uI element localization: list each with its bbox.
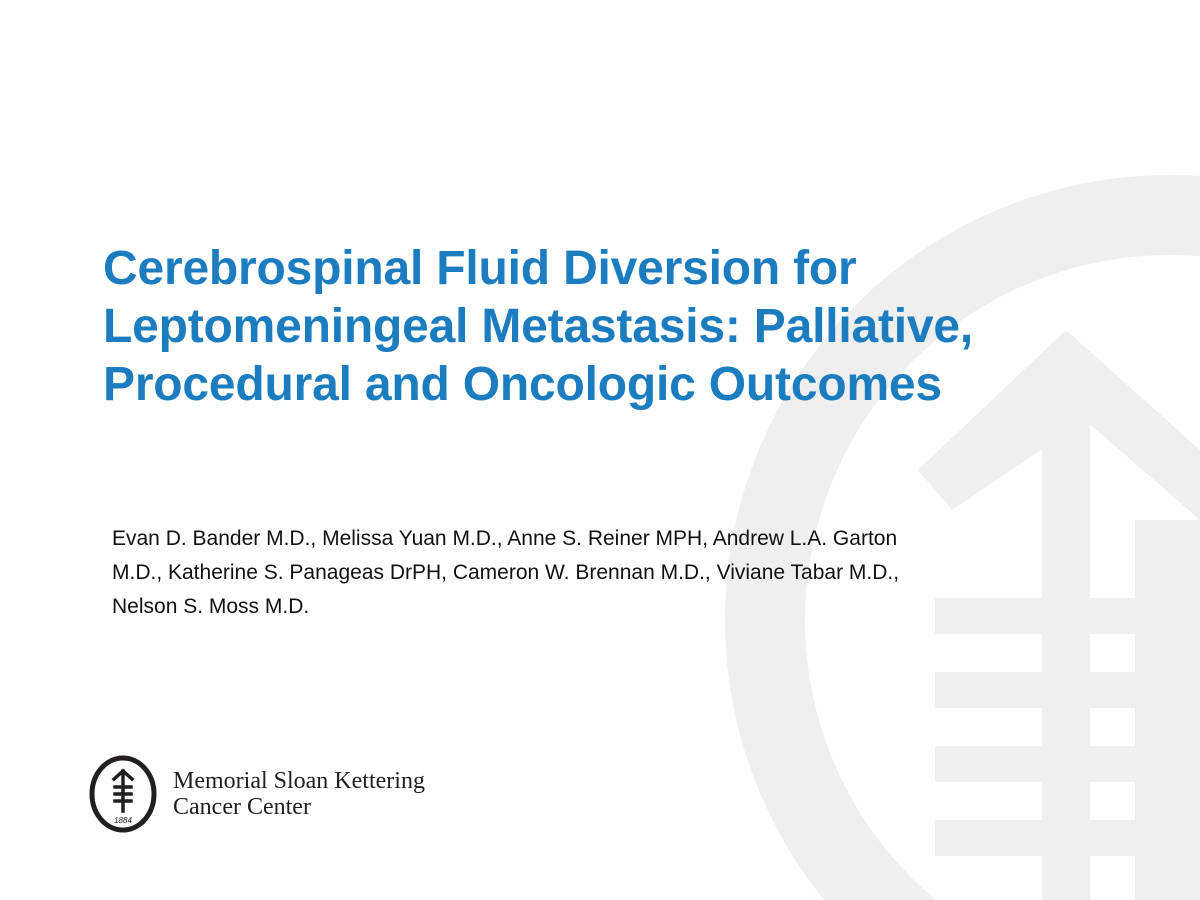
logo-name-line-2: Cancer Center xyxy=(173,794,311,820)
logo-wordmark xyxy=(173,768,425,820)
msk-logo xyxy=(88,755,488,835)
slide-title xyxy=(103,240,1163,414)
logo-year: 1884 xyxy=(114,816,132,825)
logo-name-line-1: Memorial Sloan Kettering xyxy=(173,768,425,794)
title-line-2: Leptomeningeal Metastasis: Palliative, xyxy=(103,300,974,353)
title-line-3: Procedural and Oncologic Outcomes xyxy=(103,358,942,411)
title-line-1: Cerebrospinal Fluid Diversion for xyxy=(103,242,857,295)
msk-tree-emblem-icon xyxy=(88,755,158,833)
author-line-1: Evan D. Bander M.D., Melissa Yuan M.D., Anne S. Reiner MPH, Andrew L.A. Garton xyxy=(112,527,898,550)
author-line-2: M.D., Katherine S. Panageas DrPH, Cameron W. Brennan M.D., Viviane Tabar M.D., xyxy=(112,561,900,584)
author-list xyxy=(112,522,1012,624)
author-line-3: Nelson S. Moss M.D. xyxy=(112,595,310,618)
